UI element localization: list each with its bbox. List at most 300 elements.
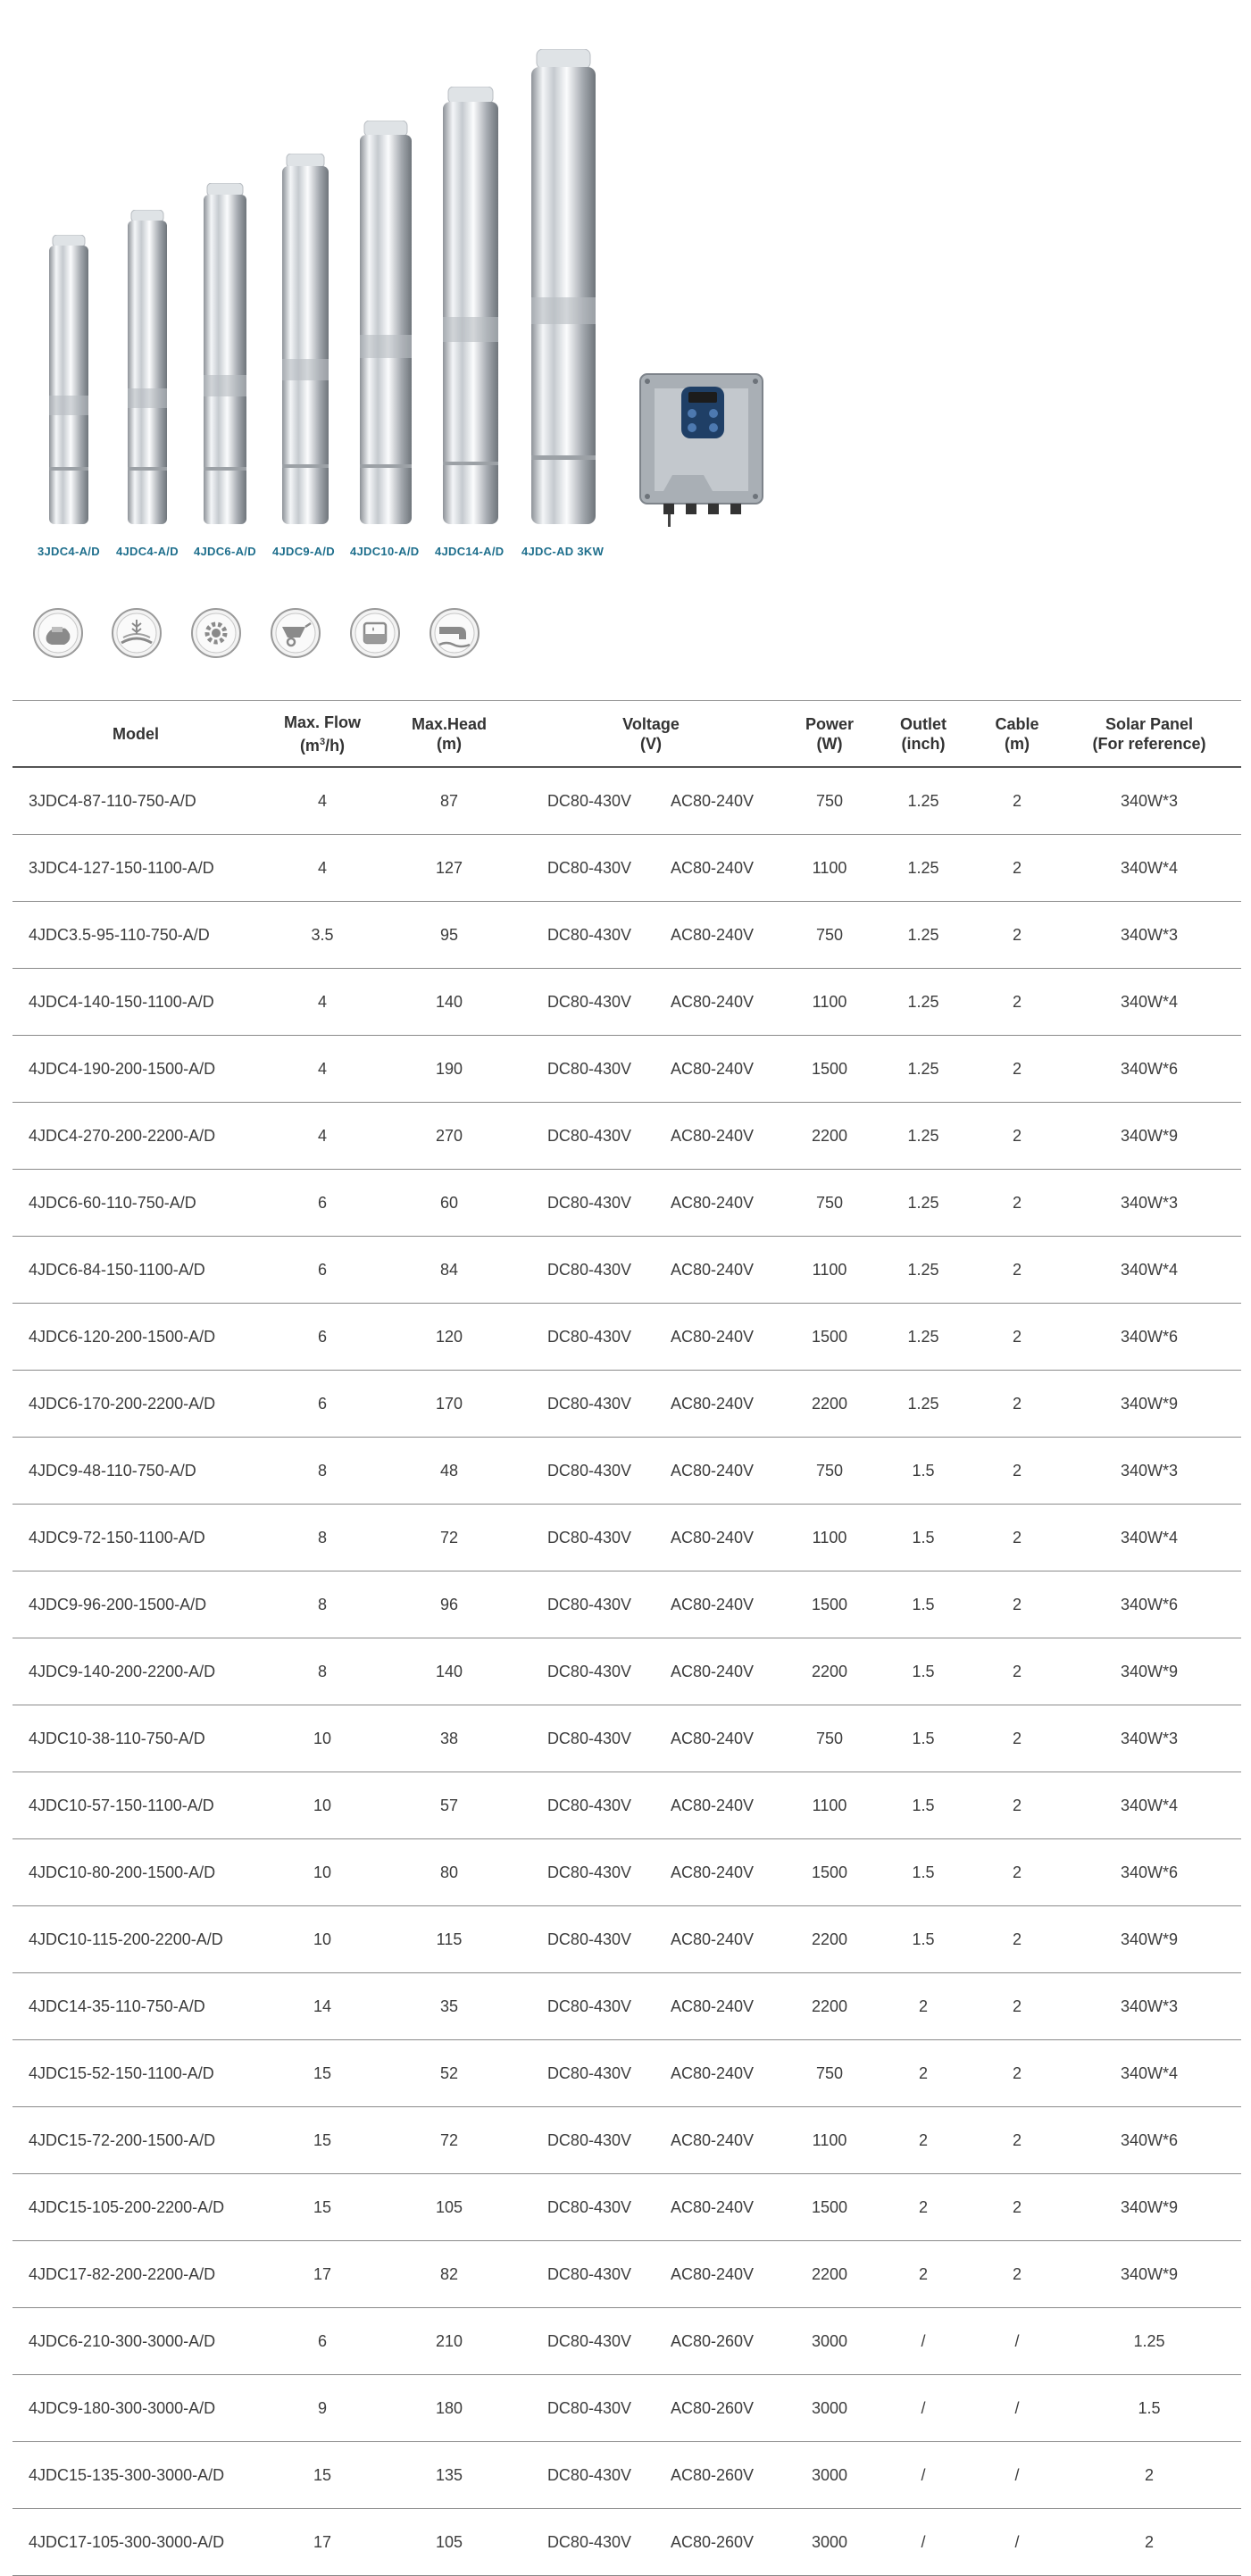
cell-max-head: 135 — [386, 2442, 513, 2509]
cell-voltage-ac: AC80-260V — [651, 2308, 789, 2375]
cell-outlet: 1.5 — [870, 1906, 977, 1973]
cell-cable: 2 — [977, 1103, 1057, 1170]
cell-max-head: 120 — [386, 1304, 513, 1371]
cell-max-flow: 17 — [259, 2241, 386, 2308]
cell-power: 3000 — [789, 2308, 870, 2375]
cell-solar-panel: 340W*3 — [1057, 1705, 1241, 1772]
cell-outlet: 1.25 — [870, 902, 977, 969]
header-cable: Cable (m) — [977, 701, 1057, 768]
cell-model: 4JDC4-140-150-1100-A/D — [13, 969, 259, 1036]
cell-solar-panel: 340W*4 — [1057, 1237, 1241, 1304]
solar-pump-controller-image — [637, 371, 766, 527]
cell-max-head: 127 — [386, 835, 513, 902]
cell-outlet: 2 — [870, 2107, 977, 2174]
cell-voltage-ac: AC80-240V — [651, 1906, 789, 1973]
cell-cable: 2 — [977, 2107, 1057, 2174]
table-row — [13, 2040, 1241, 2107]
cell-cable: 2 — [977, 2040, 1057, 2107]
cell-solar-panel: 340W*3 — [1057, 1438, 1241, 1505]
cell-max-head: 96 — [386, 1571, 513, 1638]
table-row — [13, 1170, 1241, 1237]
cell-cable: 2 — [977, 1304, 1057, 1371]
cell-max-head: 84 — [386, 1237, 513, 1304]
cell-solar-panel: 2 — [1057, 2509, 1241, 2576]
cell-max-head: 170 — [386, 1371, 513, 1438]
cell-power: 2200 — [789, 1371, 870, 1438]
cell-voltage-ac: AC80-240V — [651, 835, 789, 902]
cell-power: 2200 — [789, 2241, 870, 2308]
table-row — [13, 2308, 1241, 2375]
table-row — [13, 2241, 1241, 2308]
header-voltage: Voltage (V) — [513, 701, 789, 768]
table-row — [13, 2375, 1241, 2442]
cell-voltage-ac: AC80-240V — [651, 1571, 789, 1638]
pump-image — [282, 154, 329, 527]
product-label: 4JDC10-A/D — [350, 545, 420, 558]
cell-power: 750 — [789, 767, 870, 835]
pump-image — [531, 49, 596, 527]
cell-cable: 2 — [977, 1505, 1057, 1571]
header-outlet: Outlet (inch) — [870, 701, 977, 768]
pump-image — [128, 210, 167, 527]
cell-power: 1500 — [789, 1036, 870, 1103]
cell-voltage-dc: DC80-430V — [513, 1304, 651, 1371]
cell-cable: 2 — [977, 1036, 1057, 1103]
cell-power: 3000 — [789, 2375, 870, 2442]
cell-max-flow: 15 — [259, 2174, 386, 2241]
cell-model: 4JDC17-82-200-2200-A/D — [13, 2241, 259, 2308]
cell-voltage-dc: DC80-430V — [513, 1438, 651, 1505]
pump-image — [204, 183, 246, 527]
cell-model: 4JDC6-170-200-2200-A/D — [13, 1371, 259, 1438]
cell-voltage-ac: AC80-240V — [651, 2107, 789, 2174]
cell-cable: 2 — [977, 1371, 1057, 1438]
table-row — [13, 1839, 1241, 1906]
table-row — [13, 1705, 1241, 1772]
cell-max-flow: 6 — [259, 1237, 386, 1304]
cell-max-flow: 10 — [259, 1906, 386, 1973]
cell-voltage-ac: AC80-240V — [651, 969, 789, 1036]
cell-model: 4JDC9-96-200-1500-A/D — [13, 1571, 259, 1638]
cell-max-flow: 4 — [259, 835, 386, 902]
cell-voltage-ac: AC80-260V — [651, 2509, 789, 2576]
cell-model: 3JDC4-127-150-1100-A/D — [13, 835, 259, 902]
cell-solar-panel: 340W*9 — [1057, 1103, 1241, 1170]
cell-model: 4JDC10-80-200-1500-A/D — [13, 1839, 259, 1906]
cell-cable: 2 — [977, 1638, 1057, 1705]
table-header-row — [13, 701, 1241, 768]
cell-model: 4JDC15-105-200-2200-A/D — [13, 2174, 259, 2241]
table-body — [13, 767, 1241, 2576]
table-row — [13, 969, 1241, 1036]
table-row — [13, 1505, 1241, 1571]
cell-voltage-dc: DC80-430V — [513, 1237, 651, 1304]
cell-cable: 2 — [977, 969, 1057, 1036]
product-label: 4JDC6-A/D — [194, 545, 256, 558]
cell-solar-panel: 340W*9 — [1057, 2174, 1241, 2241]
cell-voltage-ac: AC80-240V — [651, 1170, 789, 1237]
cell-voltage-dc: DC80-430V — [513, 1571, 651, 1638]
cell-voltage-ac: AC80-260V — [651, 2442, 789, 2509]
table-row — [13, 1036, 1241, 1103]
cell-model: 4JDC6-84-150-1100-A/D — [13, 1237, 259, 1304]
cell-outlet: 1.5 — [870, 1438, 977, 1505]
cell-cable: 2 — [977, 1237, 1057, 1304]
header-solar-panel: Solar Panel (For reference) — [1057, 701, 1241, 768]
cell-voltage-ac: AC80-240V — [651, 1237, 789, 1304]
cell-model: 4JDC6-210-300-3000-A/D — [13, 2308, 259, 2375]
cell-outlet: 1.5 — [870, 1839, 977, 1906]
cell-max-head: 190 — [386, 1036, 513, 1103]
cell-max-flow: 4 — [259, 1036, 386, 1103]
cell-model: 4JDC15-72-200-1500-A/D — [13, 2107, 259, 2174]
product-label: 4JDC9-A/D — [272, 545, 335, 558]
cell-max-head: 52 — [386, 2040, 513, 2107]
cell-cable: 2 — [977, 767, 1057, 835]
cell-max-head: 72 — [386, 1505, 513, 1571]
cell-voltage-dc: DC80-430V — [513, 1170, 651, 1237]
cell-power: 1100 — [789, 1772, 870, 1839]
cell-max-flow: 10 — [259, 1839, 386, 1906]
table-row — [13, 1906, 1241, 1973]
cell-power: 1100 — [789, 1505, 870, 1571]
product-label: 4JDC-AD 3KW — [521, 545, 605, 558]
cell-max-head: 115 — [386, 1906, 513, 1973]
cell-outlet: 1.25 — [870, 1170, 977, 1237]
cell-solar-panel: 340W*4 — [1057, 2040, 1241, 2107]
cell-voltage-ac: AC80-240V — [651, 902, 789, 969]
cell-max-head: 105 — [386, 2174, 513, 2241]
cell-voltage-ac: AC80-240V — [651, 1103, 789, 1170]
cell-power: 2200 — [789, 1973, 870, 2040]
cell-solar-panel: 340W*6 — [1057, 1839, 1241, 1906]
cell-voltage-dc: DC80-430V — [513, 767, 651, 835]
specification-table — [13, 700, 1241, 2576]
cell-max-flow: 4 — [259, 1103, 386, 1170]
cell-model: 4JDC4-190-200-1500-A/D — [13, 1036, 259, 1103]
cell-max-flow: 8 — [259, 1505, 386, 1571]
cell-cable: / — [977, 2308, 1057, 2375]
cell-max-flow: 15 — [259, 2040, 386, 2107]
cell-cable: 2 — [977, 1705, 1057, 1772]
cell-voltage-ac: AC80-240V — [651, 1973, 789, 2040]
industrial-gear-icon — [190, 607, 242, 659]
cell-voltage-ac: AC80-240V — [651, 1505, 789, 1571]
cell-max-head: 270 — [386, 1103, 513, 1170]
cell-max-flow: 6 — [259, 1304, 386, 1371]
cell-solar-panel: 340W*3 — [1057, 767, 1241, 835]
cell-voltage-dc: DC80-430V — [513, 1839, 651, 1906]
cell-power: 1100 — [789, 835, 870, 902]
cell-voltage-ac: AC80-240V — [651, 767, 789, 835]
cell-outlet: 1.25 — [870, 1371, 977, 1438]
cell-voltage-dc: DC80-430V — [513, 2241, 651, 2308]
cell-power: 750 — [789, 1170, 870, 1237]
wheelbarrow-icon — [270, 607, 321, 659]
cell-cable: / — [977, 2375, 1057, 2442]
cell-voltage-dc: DC80-430V — [513, 2107, 651, 2174]
cell-max-flow: 10 — [259, 1705, 386, 1772]
cell-voltage-dc: DC80-430V — [513, 1906, 651, 1973]
cell-voltage-dc: DC80-430V — [513, 1772, 651, 1839]
cell-max-flow: 8 — [259, 1638, 386, 1705]
cell-solar-panel: 340W*4 — [1057, 969, 1241, 1036]
cell-outlet: / — [870, 2375, 977, 2442]
cell-max-flow: 17 — [259, 2509, 386, 2576]
pump-image — [49, 235, 88, 527]
product-label: 4JDC4-A/D — [116, 545, 179, 558]
cell-max-head: 57 — [386, 1772, 513, 1839]
cell-voltage-dc: DC80-430V — [513, 835, 651, 902]
cell-model: 4JDC15-52-150-1100-A/D — [13, 2040, 259, 2107]
cell-power: 1100 — [789, 969, 870, 1036]
cell-max-flow: 4 — [259, 767, 386, 835]
cell-max-head: 82 — [386, 2241, 513, 2308]
cell-power: 750 — [789, 2040, 870, 2107]
cell-voltage-ac: AC80-240V — [651, 1036, 789, 1103]
cell-model: 4JDC10-115-200-2200-A/D — [13, 1906, 259, 1973]
cell-outlet: 1.5 — [870, 1705, 977, 1772]
cell-cable: / — [977, 2442, 1057, 2509]
cell-voltage-ac: AC80-240V — [651, 2040, 789, 2107]
cell-voltage-dc: DC80-430V — [513, 2375, 651, 2442]
cell-max-head: 35 — [386, 1973, 513, 2040]
cell-max-flow: 8 — [259, 1571, 386, 1638]
cell-cable: 2 — [977, 1973, 1057, 2040]
cell-cable: 2 — [977, 1170, 1057, 1237]
cell-solar-panel: 340W*6 — [1057, 1036, 1241, 1103]
header-max-flow: Max. Flow $(m^3/h)$ — [259, 701, 386, 768]
cell-power: 1500 — [789, 1304, 870, 1371]
cell-max-flow: 6 — [259, 1170, 386, 1237]
cell-power: 1500 — [789, 1839, 870, 1906]
cell-voltage-ac: AC80-240V — [651, 1839, 789, 1906]
cell-power: 750 — [789, 1705, 870, 1772]
cell-outlet: 1.5 — [870, 1772, 977, 1839]
cell-cable: / — [977, 2509, 1057, 2576]
cell-power: 3000 — [789, 2509, 870, 2576]
cell-outlet: 1.25 — [870, 1103, 977, 1170]
cell-max-head: 140 — [386, 1638, 513, 1705]
cell-solar-panel: 1.5 — [1057, 2375, 1241, 2442]
cell-voltage-ac: AC80-240V — [651, 2174, 789, 2241]
pump-image — [360, 121, 412, 527]
table-row — [13, 2509, 1241, 2576]
cell-cable: 2 — [977, 1772, 1057, 1839]
cell-model: 4JDC9-72-150-1100-A/D — [13, 1505, 259, 1571]
cell-power: 750 — [789, 1438, 870, 1505]
cell-max-flow: 14 — [259, 1973, 386, 2040]
cell-outlet: 2 — [870, 2174, 977, 2241]
cell-model: 4JDC9-48-110-750-A/D — [13, 1438, 259, 1505]
cell-voltage-ac: AC80-240V — [651, 1371, 789, 1438]
cell-max-head: 48 — [386, 1438, 513, 1505]
cell-voltage-dc: DC80-430V — [513, 969, 651, 1036]
cell-voltage-dc: DC80-430V — [513, 1103, 651, 1170]
cell-max-flow: 4 — [259, 969, 386, 1036]
table-row — [13, 1638, 1241, 1705]
table-row — [13, 1304, 1241, 1371]
cell-solar-panel: 340W*4 — [1057, 1772, 1241, 1839]
cell-voltage-dc: DC80-430V — [513, 2308, 651, 2375]
cell-power: 1100 — [789, 1237, 870, 1304]
cell-cable: 2 — [977, 2174, 1057, 2241]
pump-image — [443, 87, 498, 527]
table-row — [13, 1571, 1241, 1638]
cell-model: 4JDC10-38-110-750-A/D — [13, 1705, 259, 1772]
product-gallery — [0, 0, 1251, 589]
product-label: 4JDC14-A/D — [435, 545, 505, 558]
cell-model: 4JDC17-105-300-3000-A/D — [13, 2509, 259, 2576]
cell-solar-panel: 340W*3 — [1057, 1973, 1241, 2040]
cell-max-flow: 9 — [259, 2375, 386, 2442]
cell-outlet: 1.25 — [870, 835, 977, 902]
cell-voltage-ac: AC80-240V — [651, 1638, 789, 1705]
cell-voltage-ac: AC80-260V — [651, 2375, 789, 2442]
cell-solar-panel: 340W*9 — [1057, 2241, 1241, 2308]
cell-model: 4JDC6-120-200-1500-A/D — [13, 1304, 259, 1371]
cell-power: 2200 — [789, 1638, 870, 1705]
cell-solar-panel: 340W*9 — [1057, 1638, 1241, 1705]
cell-solar-panel: 1.25 — [1057, 2308, 1241, 2375]
cell-power: 750 — [789, 902, 870, 969]
cell-outlet: 1.5 — [870, 1505, 977, 1571]
cell-cable: 2 — [977, 1906, 1057, 1973]
table-row — [13, 902, 1241, 969]
header-model: Model — [13, 701, 259, 768]
cell-max-flow: 6 — [259, 1371, 386, 1438]
cell-voltage-dc: DC80-430V — [513, 1705, 651, 1772]
cell-max-head: 60 — [386, 1170, 513, 1237]
table-row — [13, 1973, 1241, 2040]
cell-model: 4JDC10-57-150-1100-A/D — [13, 1772, 259, 1839]
table-row — [13, 1438, 1241, 1505]
table-row — [13, 2107, 1241, 2174]
cell-max-head: 180 — [386, 2375, 513, 2442]
cell-voltage-dc: DC80-430V — [513, 2040, 651, 2107]
cell-solar-panel: 340W*4 — [1057, 835, 1241, 902]
cell-voltage-ac: AC80-240V — [651, 1304, 789, 1371]
cell-max-head: 87 — [386, 767, 513, 835]
product-label: 3JDC4-A/D — [38, 545, 100, 558]
cell-voltage-dc: DC80-430V — [513, 2174, 651, 2241]
home-garden-icon — [32, 607, 84, 659]
cell-max-flow: 8 — [259, 1438, 386, 1505]
cell-model: 4JDC15-135-300-3000-A/D — [13, 2442, 259, 2509]
cell-model: 4JDC9-180-300-3000-A/D — [13, 2375, 259, 2442]
cell-max-flow: 15 — [259, 2107, 386, 2174]
header-max-head: Max.Head (m) — [386, 701, 513, 768]
cell-outlet: 1.5 — [870, 1571, 977, 1638]
cell-voltage-dc: DC80-430V — [513, 1505, 651, 1571]
cell-power: 2200 — [789, 1906, 870, 1973]
cell-max-flow: 10 — [259, 1772, 386, 1839]
cell-solar-panel: 2 — [1057, 2442, 1241, 2509]
cell-cable: 2 — [977, 902, 1057, 969]
cell-outlet: 1.25 — [870, 1036, 977, 1103]
cell-outlet: 1.25 — [870, 767, 977, 835]
cell-model: 4JDC4-270-200-2200-A/D — [13, 1103, 259, 1170]
cell-voltage-dc: DC80-430V — [513, 2509, 651, 2576]
cell-cable: 2 — [977, 1839, 1057, 1906]
water-tank-icon — [349, 607, 401, 659]
water-supply-pipe-icon — [429, 607, 480, 659]
cell-outlet: / — [870, 2308, 977, 2375]
cell-max-head: 95 — [386, 902, 513, 969]
cell-model: 3JDC4-87-110-750-A/D — [13, 767, 259, 835]
table-row — [13, 1371, 1241, 1438]
cell-solar-panel: 340W*6 — [1057, 2107, 1241, 2174]
cell-solar-panel: 340W*6 — [1057, 1571, 1241, 1638]
cell-voltage-ac: AC80-240V — [651, 2241, 789, 2308]
cell-power: 2200 — [789, 1103, 870, 1170]
cell-model: 4JDC6-60-110-750-A/D — [13, 1170, 259, 1237]
cell-solar-panel: 340W*3 — [1057, 1170, 1241, 1237]
cell-cable: 2 — [977, 1571, 1057, 1638]
cell-voltage-dc: DC80-430V — [513, 2442, 651, 2509]
cell-voltage-dc: DC80-430V — [513, 1973, 651, 2040]
cell-max-head: 38 — [386, 1705, 513, 1772]
cell-max-head: 140 — [386, 969, 513, 1036]
cell-max-head: 80 — [386, 1839, 513, 1906]
cell-voltage-ac: AC80-240V — [651, 1705, 789, 1772]
cell-outlet: 1.25 — [870, 969, 977, 1036]
cell-solar-panel: 340W*9 — [1057, 1906, 1241, 1973]
cell-power: 3000 — [789, 2442, 870, 2509]
cell-voltage-ac: AC80-240V — [651, 1438, 789, 1505]
agriculture-field-icon — [111, 607, 163, 659]
table-row — [13, 835, 1241, 902]
cell-outlet: 2 — [870, 1973, 977, 2040]
cell-max-head: 72 — [386, 2107, 513, 2174]
table-row — [13, 1103, 1241, 1170]
cell-model: 4JDC3.5-95-110-750-A/D — [13, 902, 259, 969]
cell-voltage-dc: DC80-430V — [513, 1371, 651, 1438]
cell-outlet: 2 — [870, 2241, 977, 2308]
table-row — [13, 1772, 1241, 1839]
cell-cable: 2 — [977, 1438, 1057, 1505]
cell-solar-panel: 340W*4 — [1057, 1505, 1241, 1571]
table-row — [13, 2174, 1241, 2241]
cell-model: 4JDC9-140-200-2200-A/D — [13, 1638, 259, 1705]
cell-cable: 2 — [977, 2241, 1057, 2308]
cell-outlet: / — [870, 2509, 977, 2576]
cell-power: 1500 — [789, 1571, 870, 1638]
cell-max-flow: 15 — [259, 2442, 386, 2509]
cell-solar-panel: 340W*6 — [1057, 1304, 1241, 1371]
cell-voltage-dc: DC80-430V — [513, 1638, 651, 1705]
cell-outlet: 1.25 — [870, 1237, 977, 1304]
cell-outlet: 1.5 — [870, 1638, 977, 1705]
table-row — [13, 2442, 1241, 2509]
cell-max-flow: 3.5 — [259, 902, 386, 969]
cell-outlet: 1.25 — [870, 1304, 977, 1371]
cell-voltage-dc: DC80-430V — [513, 902, 651, 969]
cell-voltage-dc: DC80-430V — [513, 1036, 651, 1103]
cell-max-flow: 6 — [259, 2308, 386, 2375]
header-power: Power (W) — [789, 701, 870, 768]
cell-max-head: 105 — [386, 2509, 513, 2576]
cell-max-head: 210 — [386, 2308, 513, 2375]
cell-voltage-ac: AC80-240V — [651, 1772, 789, 1839]
cell-power: 1100 — [789, 2107, 870, 2174]
cell-power: 1500 — [789, 2174, 870, 2241]
table-row — [13, 1237, 1241, 1304]
cell-outlet: / — [870, 2442, 977, 2509]
cell-model: 4JDC14-35-110-750-A/D — [13, 1973, 259, 2040]
cell-solar-panel: 340W*9 — [1057, 1371, 1241, 1438]
cell-cable: 2 — [977, 835, 1057, 902]
